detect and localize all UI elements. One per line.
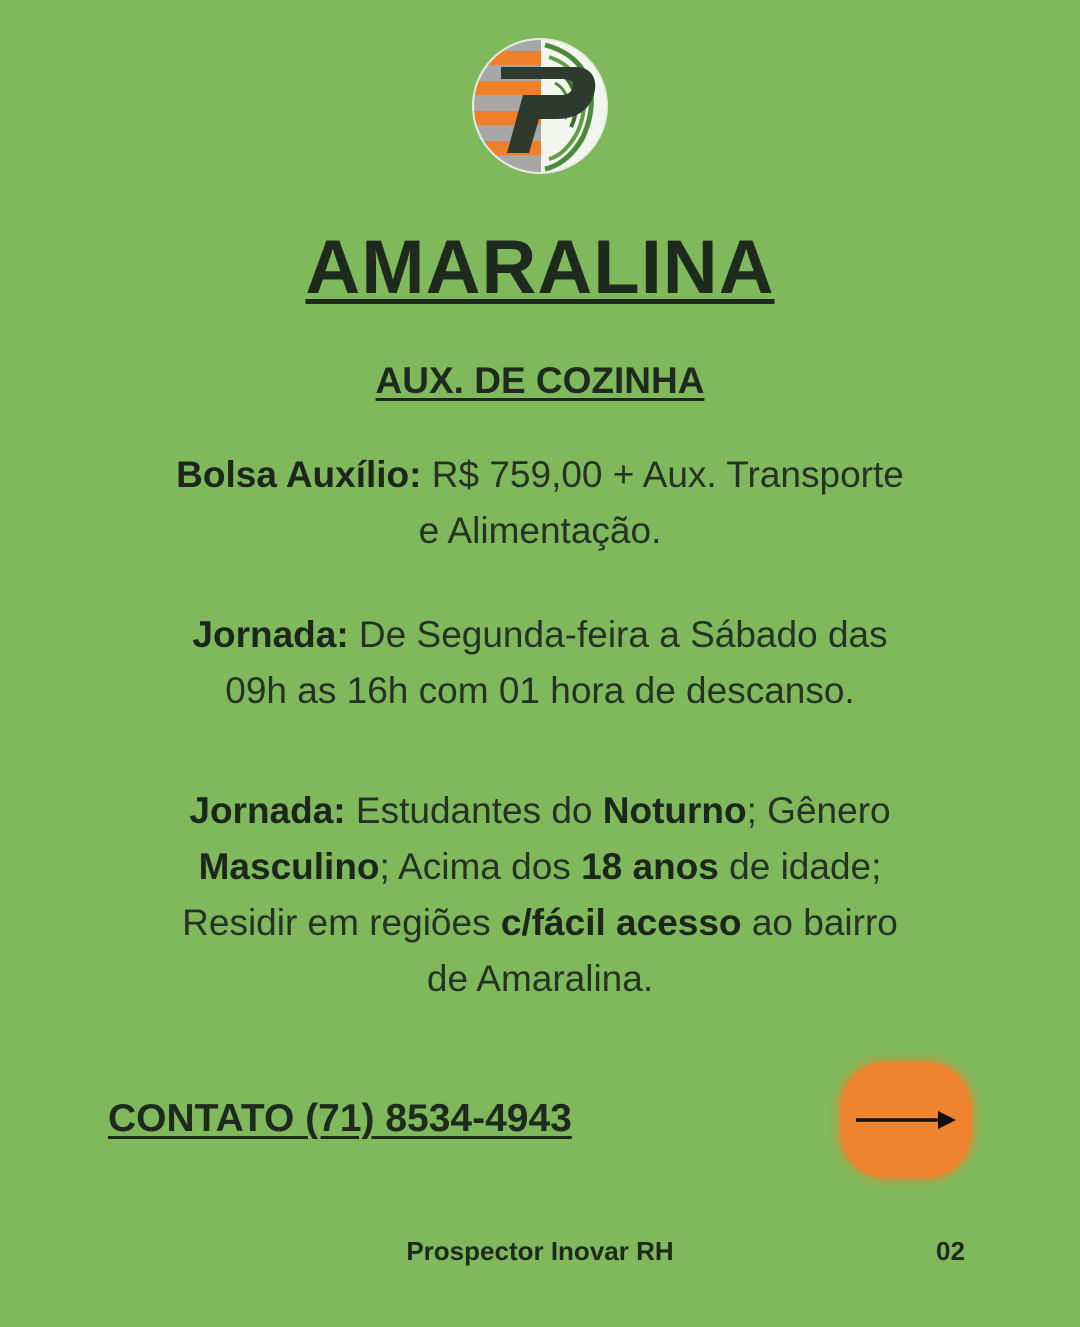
job-title	[0, 358, 1080, 404]
req-text-2: ; Gênero	[746, 790, 891, 831]
requirements-label: Jornada:	[189, 790, 346, 831]
req-text-4: de idade;	[718, 846, 882, 887]
next-page-button[interactable]	[840, 1062, 972, 1178]
requirements-paragraph	[100, 783, 980, 1007]
contact-phone-link[interactable]	[108, 1094, 572, 1144]
jornada-text-line1: De Segunda-feira a Sábado das	[348, 614, 888, 655]
job-title-text: AUX. DE COZINHA	[375, 360, 705, 401]
req-bold-noturno: Noturno	[602, 790, 747, 831]
bolsa-text-line2: e Alimentação.	[418, 510, 662, 551]
req-text-3: ; Acima dos	[379, 846, 582, 887]
req-text-7: de Amaralina.	[426, 958, 654, 999]
req-bold-masculino: Masculino	[198, 846, 380, 887]
jornada-text-line2: 09h as 16h com 01 hora de descanso.	[225, 670, 855, 711]
jornada-label: Jornada:	[192, 614, 349, 655]
bolsa-label: Bolsa Auxílio:	[176, 454, 422, 495]
req-text-1: Estudantes do	[345, 790, 603, 831]
req-bold-access: c/fácil acesso	[500, 902, 742, 943]
bolsa-auxilio-paragraph	[100, 447, 980, 559]
jornada-schedule-paragraph	[100, 607, 980, 719]
arrow-right-icon	[854, 1106, 958, 1134]
contact-text: CONTATO (71) 8534-4943	[108, 1097, 572, 1140]
req-bold-age: 18 anos	[581, 846, 719, 887]
bolsa-text-line1: R$ 759,00 + Aux. Transporte	[421, 454, 904, 495]
req-text-6: ao bairro	[741, 902, 898, 943]
page-title	[0, 222, 1080, 314]
prospector-p-logo-icon	[471, 37, 609, 175]
prospector-logo	[471, 37, 609, 175]
page-number: 02	[936, 1236, 965, 1266]
title-text: AMARALINA	[305, 225, 775, 310]
req-text-5: Residir em regiões	[182, 902, 501, 943]
footer-brand: Prospector Inovar RH	[406, 1236, 674, 1266]
